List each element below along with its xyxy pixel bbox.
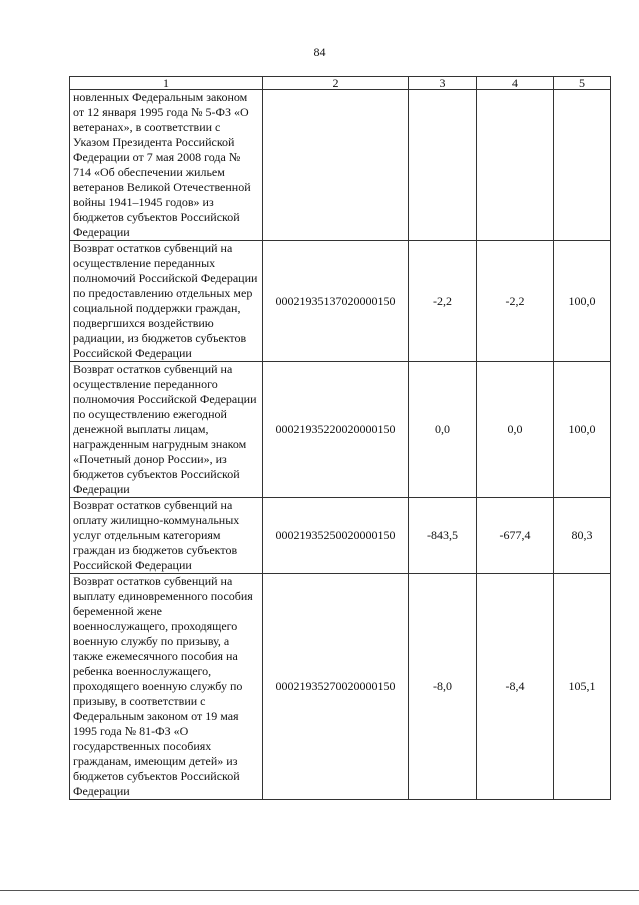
table-row: [70, 90, 611, 241]
row-value-3: -843,5: [409, 498, 477, 574]
row-name: новленных Федеральным законом от 12 января 1995 года № 5-ФЗ «О ветеранах», в соответствии с Указом Президента Российской Федерации от 7 мая 2008 года № 714 «Об обеспечении жильем ветеранов Великой Отечественной войны 1941–1945 годов» из бюджетов субъектов Российской Федерации: [70, 90, 263, 241]
table-row: [70, 498, 611, 574]
column-header-5: 5: [554, 77, 611, 90]
column-header-2: 2: [263, 77, 409, 90]
row-value-3: [409, 90, 477, 241]
budget-table: [69, 76, 611, 800]
row-code: [263, 90, 409, 241]
row-name: Возврат остатков субвенций на оплату жилищно-коммунальных услуг отдельным категориям граждан из бюджетов субъектов Российской Федерации: [70, 498, 263, 574]
row-code: 00021935220020000150: [263, 362, 409, 498]
row-value-4: -2,2: [477, 241, 554, 362]
column-header-3: 3: [409, 77, 477, 90]
row-code: 00021935137020000150: [263, 241, 409, 362]
row-value-5: 100,0: [554, 241, 611, 362]
row-value-5: [554, 90, 611, 241]
page-number: 84: [313, 45, 326, 59]
row-name: Возврат остатков субвенций на осуществление переданных полномочий Российской Федерации по предоставлению отдельных мер социальной поддержки граждан, подвергшихся воздействию радиации, из бюджетов субъектов Российской Федерации: [70, 241, 263, 362]
row-value-5: 80,3: [554, 498, 611, 574]
bottom-rule: [0, 890, 639, 891]
column-header-1: 1: [70, 77, 263, 90]
row-value-3: -2,2: [409, 241, 477, 362]
row-code: 00021935270020000150: [263, 574, 409, 800]
row-value-4: -8,4: [477, 574, 554, 800]
table-row: [70, 241, 611, 362]
row-value-3: -8,0: [409, 574, 477, 800]
table-row: [70, 574, 611, 800]
column-number-row: [70, 77, 611, 90]
row-name: Возврат остатков субвенций на выплату единовременного пособия беременной жене военнослужащего, проходящего военную службу по призыву, а также ежемесячного пособия на ребенка военнослужащего, проходящего военную службу по призыву, в соответствии с Федеральным законом от 19 мая 1995 года № 81-ФЗ «О государственных пособиях гражданам, имеющим детей» из бюджетов субъектов Российской Федерации: [70, 574, 263, 800]
row-value-4: 0,0: [477, 362, 554, 498]
row-value-5: 100,0: [554, 362, 611, 498]
row-value-4: -677,4: [477, 498, 554, 574]
row-value-4: [477, 90, 554, 241]
row-value-3: 0,0: [409, 362, 477, 498]
table-row: [70, 362, 611, 498]
row-value-5: 105,1: [554, 574, 611, 800]
row-code: 00021935250020000150: [263, 498, 409, 574]
column-header-4: 4: [477, 77, 554, 90]
row-name: Возврат остатков субвенций на осуществление переданного полномочия Российской Федерации по осуществлению ежегодной денежной выплаты лицам, награжденным нагрудным знаком «Почетный донор России», из бюджетов субъектов Российской Федерации: [70, 362, 263, 498]
